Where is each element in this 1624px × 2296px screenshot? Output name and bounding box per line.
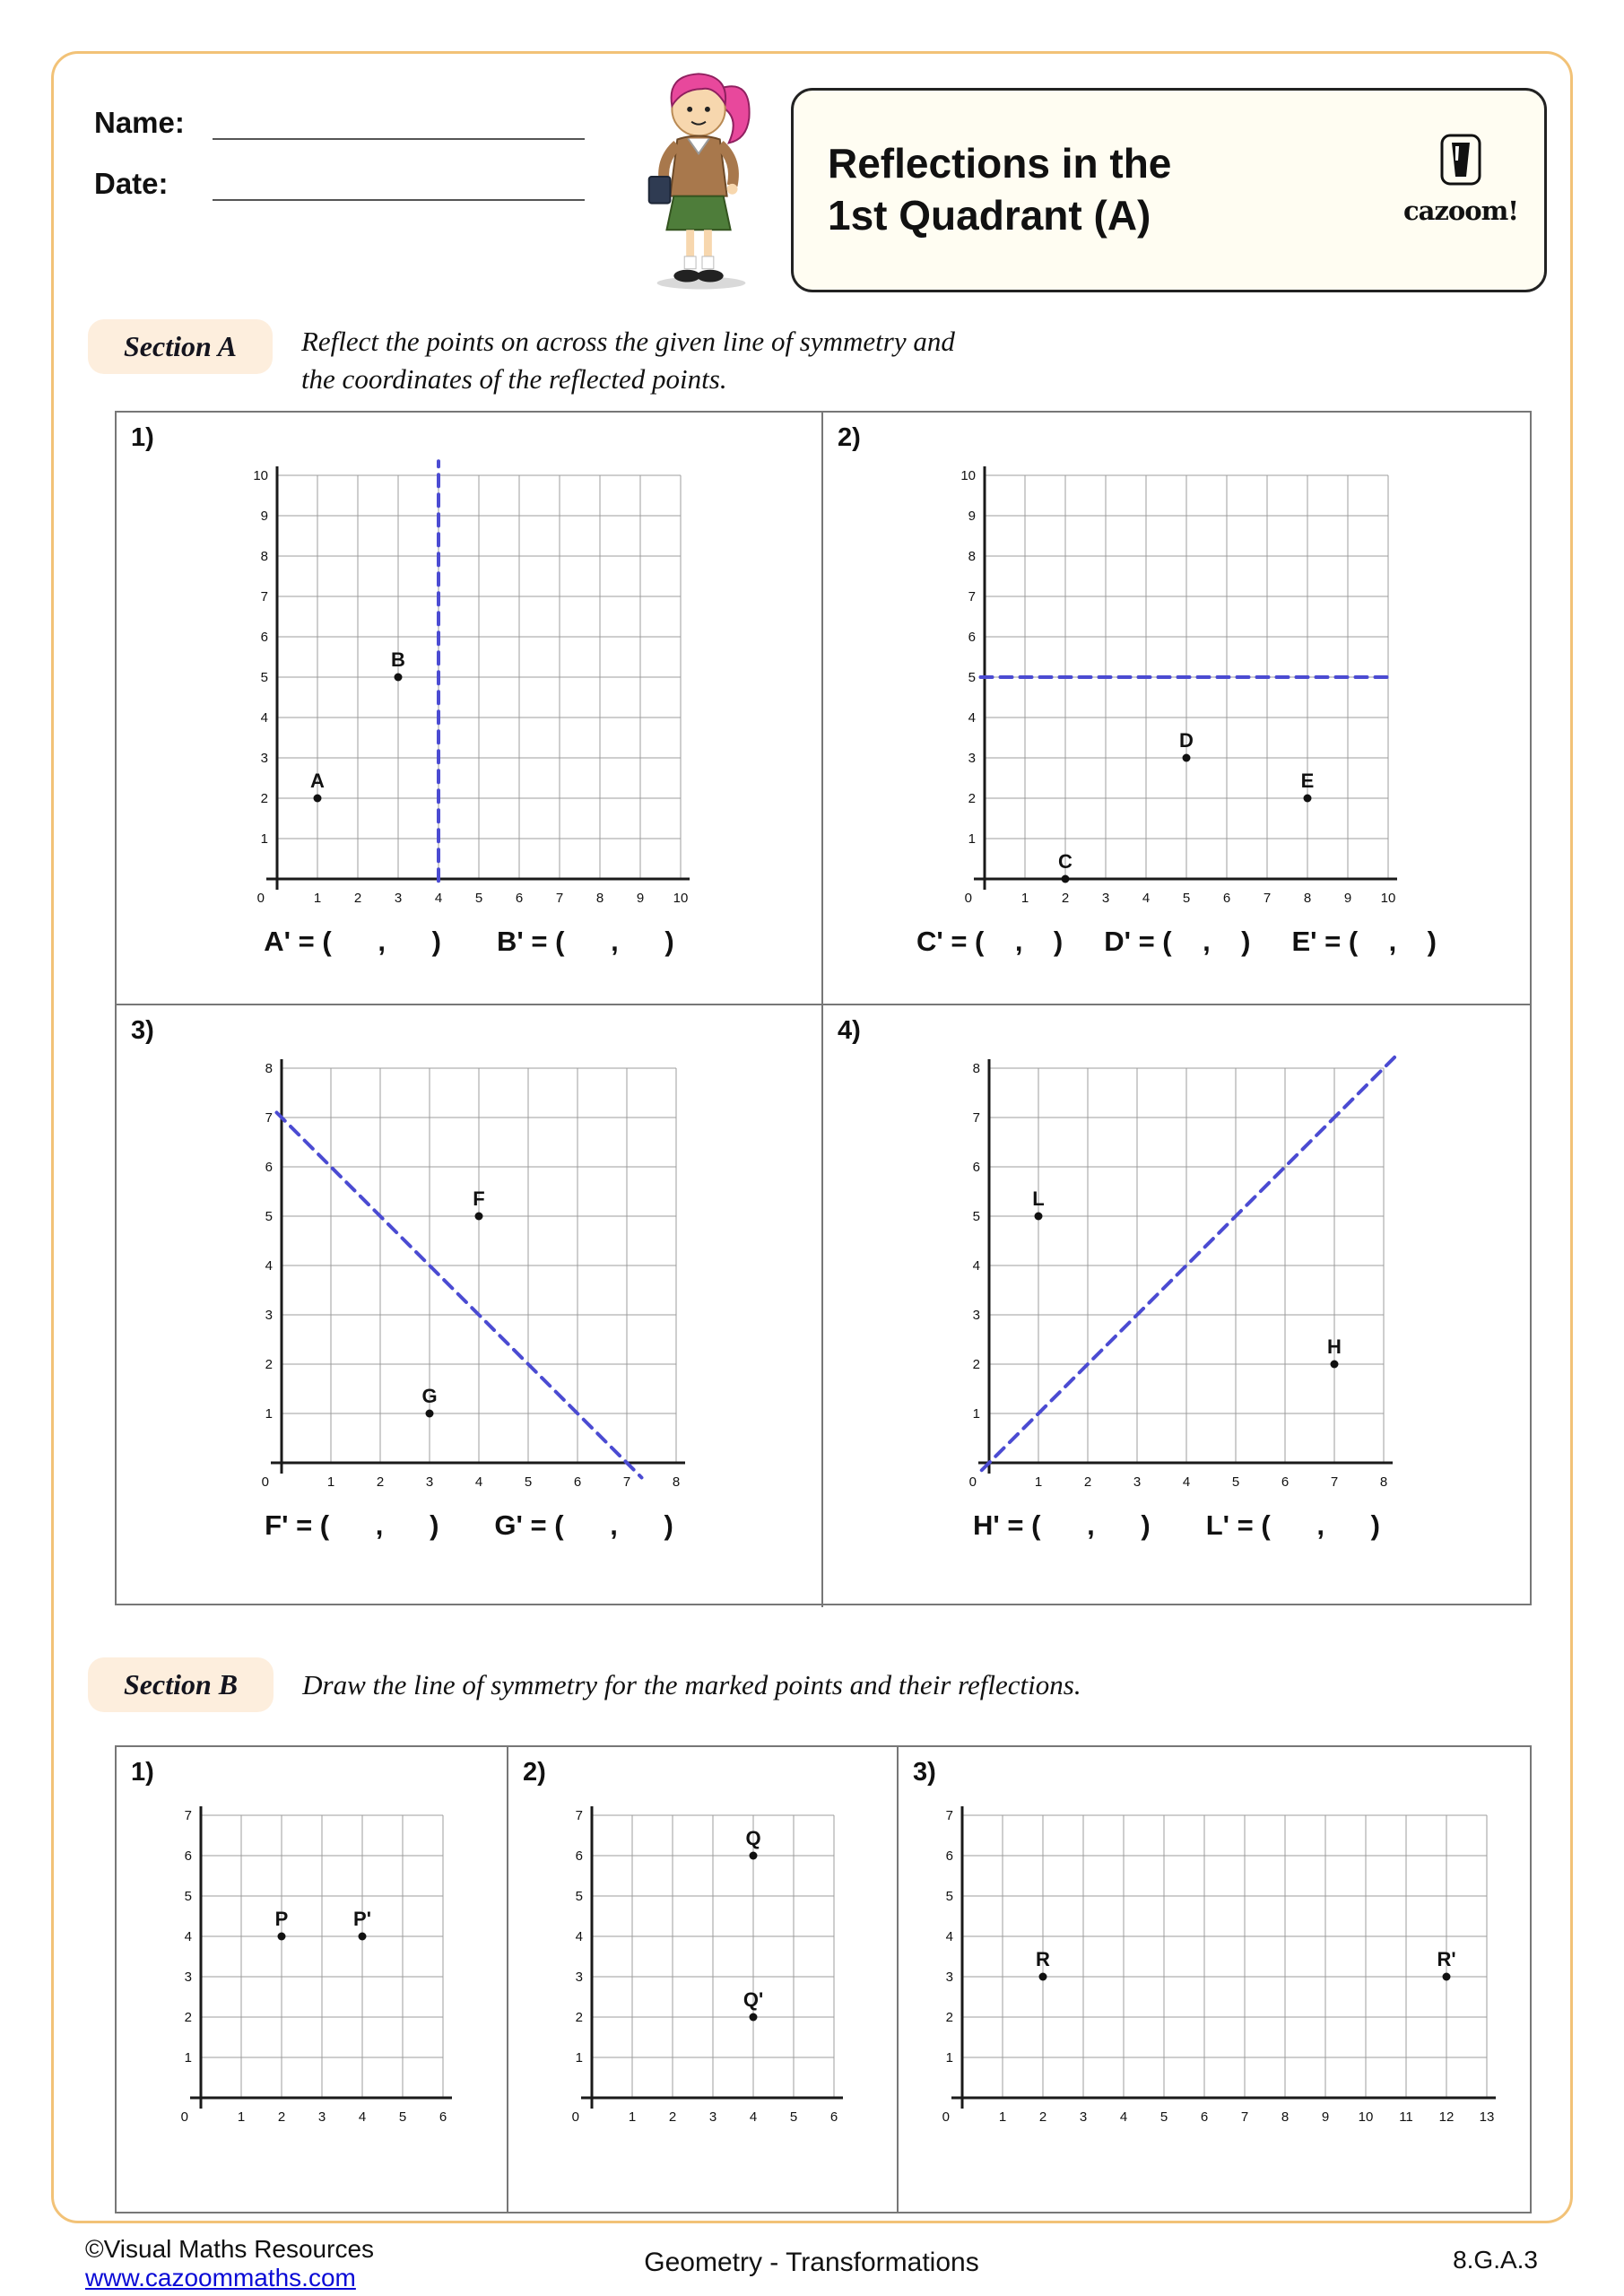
svg-text:6: 6 bbox=[1222, 891, 1231, 906]
cazoom-logo-text: cazoom! bbox=[1403, 196, 1519, 226]
svg-text:2: 2 bbox=[1083, 1474, 1092, 1490]
coordinate-grid-a3 bbox=[242, 1050, 696, 1495]
svg-text:4: 4 bbox=[945, 1929, 953, 1944]
svg-text:Q': Q' bbox=[743, 1988, 763, 2011]
svg-text:7: 7 bbox=[945, 1808, 953, 1823]
svg-text:5: 5 bbox=[1231, 1474, 1240, 1490]
svg-text:3: 3 bbox=[425, 1474, 434, 1490]
svg-text:A: A bbox=[310, 770, 325, 792]
svg-text:10: 10 bbox=[1380, 891, 1396, 906]
name-label: Name: bbox=[94, 106, 185, 139]
answer-blank-D[interactable]: D' = ( , ) bbox=[1104, 926, 1251, 957]
problem-number: 4) bbox=[838, 1016, 861, 1045]
title-box bbox=[791, 88, 1547, 292]
svg-text:5: 5 bbox=[398, 2109, 406, 2125]
svg-text:4: 4 bbox=[972, 1258, 980, 1274]
svg-text:H: H bbox=[1327, 1335, 1342, 1358]
svg-text:6: 6 bbox=[968, 630, 976, 645]
svg-text:4: 4 bbox=[434, 891, 443, 906]
svg-text:3: 3 bbox=[260, 751, 268, 766]
svg-text:6: 6 bbox=[829, 2109, 838, 2125]
svg-text:4: 4 bbox=[358, 2109, 366, 2125]
svg-text:2: 2 bbox=[353, 891, 362, 906]
svg-text:7: 7 bbox=[968, 589, 976, 604]
svg-text:8: 8 bbox=[265, 1061, 273, 1076]
section-b-problems bbox=[115, 1745, 1532, 2213]
svg-text:6: 6 bbox=[515, 891, 524, 906]
title-line-1: Reflections in the bbox=[828, 140, 1172, 187]
problem-panel-b1 bbox=[117, 1747, 507, 2212]
svg-text:3: 3 bbox=[317, 2109, 326, 2125]
copyright-text: ©Visual Maths Resources bbox=[85, 2235, 375, 2263]
svg-text:P: P bbox=[274, 1908, 288, 1930]
svg-text:10: 10 bbox=[673, 891, 689, 906]
section-b-header bbox=[88, 1657, 1081, 1712]
svg-text:0: 0 bbox=[964, 891, 972, 906]
svg-text:0: 0 bbox=[261, 1474, 269, 1490]
svg-text:1: 1 bbox=[260, 831, 268, 847]
svg-text:0: 0 bbox=[968, 1474, 977, 1490]
svg-text:B: B bbox=[391, 648, 405, 671]
svg-text:10: 10 bbox=[253, 468, 268, 483]
problem-panel-b3 bbox=[897, 1747, 1530, 2212]
answer-blank-E[interactable]: E' = ( , ) bbox=[1291, 926, 1437, 957]
svg-text:7: 7 bbox=[555, 891, 564, 906]
footer-standard-code: 8.G.A.3 bbox=[1453, 2246, 1538, 2274]
svg-text:3: 3 bbox=[184, 1970, 192, 1985]
svg-text:3: 3 bbox=[972, 1308, 980, 1323]
cartoon-girl-illustration bbox=[626, 54, 777, 297]
svg-text:8: 8 bbox=[1379, 1474, 1388, 1490]
svg-text:4: 4 bbox=[184, 1929, 192, 1944]
section-a-instruction bbox=[301, 323, 955, 398]
svg-text:5: 5 bbox=[972, 1209, 980, 1224]
svg-text:4: 4 bbox=[749, 2109, 757, 2125]
svg-text:2: 2 bbox=[1038, 2109, 1046, 2125]
svg-text:9: 9 bbox=[636, 891, 645, 906]
problem-panel-a4 bbox=[823, 1005, 1530, 1607]
section-b-instruction: Draw the line of symmetry for the marked points and their reflections. bbox=[302, 1669, 1081, 1700]
svg-text:C: C bbox=[1058, 850, 1073, 873]
svg-text:0: 0 bbox=[180, 2109, 188, 2125]
cazoom-glass-icon bbox=[1439, 134, 1482, 186]
svg-text:7: 7 bbox=[184, 1808, 192, 1823]
svg-text:6: 6 bbox=[972, 1160, 980, 1175]
answer-blank-C[interactable]: C' = ( , ) bbox=[916, 926, 1064, 957]
svg-text:3: 3 bbox=[575, 1970, 583, 1985]
svg-text:1: 1 bbox=[945, 2050, 953, 2066]
svg-text:7: 7 bbox=[972, 1110, 980, 1126]
svg-text:4: 4 bbox=[474, 1474, 483, 1490]
answer-blank-B[interactable]: B' = ( , ) bbox=[497, 926, 674, 957]
website-link[interactable]: www.cazoommaths.com bbox=[85, 2264, 356, 2292]
problem-number: 2) bbox=[523, 1758, 546, 1787]
svg-text:3: 3 bbox=[968, 751, 976, 766]
svg-text:5: 5 bbox=[1182, 891, 1191, 906]
page-footer bbox=[85, 2235, 1538, 2292]
svg-text:6: 6 bbox=[184, 1848, 192, 1864]
svg-text:8: 8 bbox=[1303, 891, 1312, 906]
svg-text:4: 4 bbox=[1119, 2109, 1127, 2125]
section-a-pill: Section A bbox=[88, 319, 273, 374]
svg-text:13: 13 bbox=[1479, 2109, 1494, 2125]
svg-text:2: 2 bbox=[265, 1357, 273, 1372]
answer-blank-L[interactable]: L' = ( , ) bbox=[1205, 1509, 1380, 1541]
svg-text:10: 10 bbox=[1358, 2109, 1373, 2125]
svg-text:8: 8 bbox=[1281, 2109, 1289, 2125]
coordinate-grid-a2 bbox=[945, 457, 1408, 911]
svg-text:2: 2 bbox=[184, 2010, 192, 2025]
coordinate-grid-a1 bbox=[238, 457, 700, 911]
coordinate-grid-b1 bbox=[161, 1797, 463, 2130]
svg-text:1: 1 bbox=[265, 1406, 273, 1422]
svg-text:7: 7 bbox=[265, 1110, 273, 1126]
svg-text:3: 3 bbox=[945, 1970, 953, 1985]
svg-text:5: 5 bbox=[789, 2109, 797, 2125]
svg-text:4: 4 bbox=[1182, 1474, 1191, 1490]
section-a-instruction-line1: Reflect the points on across the given line of symmetry and bbox=[300, 326, 955, 357]
svg-text:6: 6 bbox=[1200, 2109, 1208, 2125]
svg-text:5: 5 bbox=[575, 1889, 583, 1904]
svg-text:0: 0 bbox=[571, 2109, 579, 2125]
svg-text:4: 4 bbox=[1142, 891, 1151, 906]
svg-text:4: 4 bbox=[968, 710, 976, 726]
svg-text:7: 7 bbox=[622, 1474, 631, 1490]
section-a-problems bbox=[115, 411, 1532, 1605]
svg-text:R': R' bbox=[1436, 1948, 1456, 1970]
svg-text:8: 8 bbox=[972, 1061, 980, 1076]
answer-row bbox=[117, 1509, 821, 1542]
svg-text:9: 9 bbox=[260, 509, 268, 524]
answer-row bbox=[823, 1509, 1530, 1542]
svg-text:5: 5 bbox=[474, 891, 483, 906]
svg-text:5: 5 bbox=[524, 1474, 533, 1490]
svg-text:3: 3 bbox=[1101, 891, 1110, 906]
date-row bbox=[94, 167, 650, 201]
cazoom-logo bbox=[1403, 134, 1519, 226]
problem-number: 2) bbox=[838, 423, 861, 452]
footer-copyright-block bbox=[85, 2235, 569, 2292]
footer-topic: Geometry - Transformations bbox=[644, 2248, 979, 2277]
answer-blank-F[interactable]: F' = ( , ) bbox=[265, 1509, 439, 1541]
svg-text:3: 3 bbox=[265, 1308, 273, 1323]
problem-panel-a1 bbox=[117, 413, 823, 1005]
answer-blank-H[interactable]: H' = ( , ) bbox=[973, 1509, 1151, 1541]
svg-text:6: 6 bbox=[575, 1848, 583, 1864]
svg-text:F: F bbox=[473, 1187, 485, 1210]
svg-text:1: 1 bbox=[313, 891, 322, 906]
svg-text:5: 5 bbox=[1159, 2109, 1168, 2125]
svg-text:D: D bbox=[1179, 729, 1194, 752]
svg-text:2: 2 bbox=[376, 1474, 385, 1490]
worksheet-title bbox=[828, 137, 1171, 241]
coordinate-grid-a4 bbox=[950, 1050, 1403, 1495]
svg-text:1: 1 bbox=[1020, 891, 1029, 906]
svg-text:1: 1 bbox=[998, 2109, 1006, 2125]
svg-text:2: 2 bbox=[945, 2010, 953, 2025]
svg-text:3: 3 bbox=[1133, 1474, 1142, 1490]
svg-text:3: 3 bbox=[1079, 2109, 1087, 2125]
svg-text:7: 7 bbox=[1263, 891, 1272, 906]
coordinate-grid-b2 bbox=[552, 1797, 854, 2130]
svg-text:Q: Q bbox=[744, 1827, 761, 1849]
svg-text:E: E bbox=[1300, 770, 1315, 792]
svg-text:6: 6 bbox=[265, 1160, 273, 1175]
svg-text:7: 7 bbox=[575, 1808, 583, 1823]
svg-text:8: 8 bbox=[260, 549, 268, 564]
svg-text:P': P' bbox=[352, 1908, 371, 1930]
page-border bbox=[51, 51, 1573, 2223]
svg-text:4: 4 bbox=[260, 710, 268, 726]
svg-text:0: 0 bbox=[256, 891, 265, 906]
svg-text:R: R bbox=[1035, 1948, 1050, 1970]
svg-text:6: 6 bbox=[439, 2109, 447, 2125]
problem-number: 3) bbox=[913, 1758, 936, 1787]
problem-number: 1) bbox=[131, 1758, 154, 1787]
answer-row bbox=[117, 926, 821, 958]
svg-text:G: G bbox=[421, 1385, 438, 1407]
svg-text:1: 1 bbox=[326, 1474, 335, 1490]
svg-text:1: 1 bbox=[1034, 1474, 1043, 1490]
svg-text:9: 9 bbox=[968, 509, 976, 524]
date-label: Date: bbox=[94, 167, 169, 200]
svg-text:0: 0 bbox=[942, 2109, 950, 2125]
svg-text:4: 4 bbox=[265, 1258, 273, 1274]
svg-text:12: 12 bbox=[1438, 2109, 1454, 2125]
name-date-block bbox=[94, 106, 650, 228]
svg-text:11: 11 bbox=[1398, 2109, 1413, 2125]
svg-text:1: 1 bbox=[184, 2050, 192, 2066]
svg-text:L: L bbox=[1032, 1187, 1045, 1210]
svg-text:2: 2 bbox=[668, 2109, 676, 2125]
answer-blank-G[interactable]: G' = ( , ) bbox=[494, 1509, 673, 1541]
svg-text:9: 9 bbox=[1343, 891, 1352, 906]
svg-text:1: 1 bbox=[972, 1406, 980, 1422]
coordinate-grid-b3 bbox=[923, 1797, 1507, 2130]
svg-text:6: 6 bbox=[260, 630, 268, 645]
svg-text:5: 5 bbox=[260, 670, 268, 685]
svg-text:8: 8 bbox=[672, 1474, 681, 1490]
date-input-line[interactable] bbox=[213, 169, 585, 201]
problem-panel-a2 bbox=[823, 413, 1530, 1005]
svg-text:6: 6 bbox=[1281, 1474, 1290, 1490]
svg-text:1: 1 bbox=[575, 2050, 583, 2066]
svg-text:10: 10 bbox=[960, 468, 976, 483]
svg-text:8: 8 bbox=[968, 549, 976, 564]
name-row bbox=[94, 106, 650, 140]
svg-text:5: 5 bbox=[184, 1889, 192, 1904]
answer-blank-A[interactable]: A' = ( , ) bbox=[264, 926, 441, 957]
section-b-pill: Section B bbox=[88, 1657, 274, 1712]
svg-text:2: 2 bbox=[972, 1357, 980, 1372]
svg-text:1: 1 bbox=[968, 831, 976, 847]
section-a-header bbox=[88, 319, 955, 398]
svg-text:4: 4 bbox=[575, 1929, 583, 1944]
answer-row bbox=[823, 926, 1530, 958]
svg-text:6: 6 bbox=[573, 1474, 582, 1490]
svg-text:2: 2 bbox=[575, 2010, 583, 2025]
svg-text:7: 7 bbox=[1330, 1474, 1339, 1490]
svg-text:8: 8 bbox=[595, 891, 604, 906]
svg-text:5: 5 bbox=[945, 1889, 953, 1904]
svg-text:3: 3 bbox=[708, 2109, 716, 2125]
svg-text:2: 2 bbox=[968, 791, 976, 806]
svg-text:6: 6 bbox=[945, 1848, 953, 1864]
svg-text:1: 1 bbox=[628, 2109, 636, 2125]
svg-text:2: 2 bbox=[1061, 891, 1070, 906]
svg-text:2: 2 bbox=[277, 2109, 285, 2125]
svg-text:7: 7 bbox=[260, 589, 268, 604]
problem-panel-b2 bbox=[507, 1747, 897, 2212]
problem-number: 1) bbox=[131, 423, 154, 452]
problem-panel-a3 bbox=[117, 1005, 823, 1607]
section-a-instruction-line2: the coordinates of the reflected points. bbox=[300, 363, 727, 395]
title-line-2: 1st Quadrant (A) bbox=[828, 192, 1151, 239]
svg-text:5: 5 bbox=[265, 1209, 273, 1224]
name-input-line[interactable] bbox=[213, 108, 585, 140]
problem-number: 3) bbox=[131, 1016, 154, 1045]
svg-text:3: 3 bbox=[394, 891, 403, 906]
svg-text:1: 1 bbox=[237, 2109, 245, 2125]
svg-text:5: 5 bbox=[968, 670, 976, 685]
svg-text:2: 2 bbox=[260, 791, 268, 806]
svg-text:9: 9 bbox=[1321, 2109, 1329, 2125]
cartoon-girl-svg bbox=[626, 54, 777, 292]
svg-text:7: 7 bbox=[1240, 2109, 1248, 2125]
